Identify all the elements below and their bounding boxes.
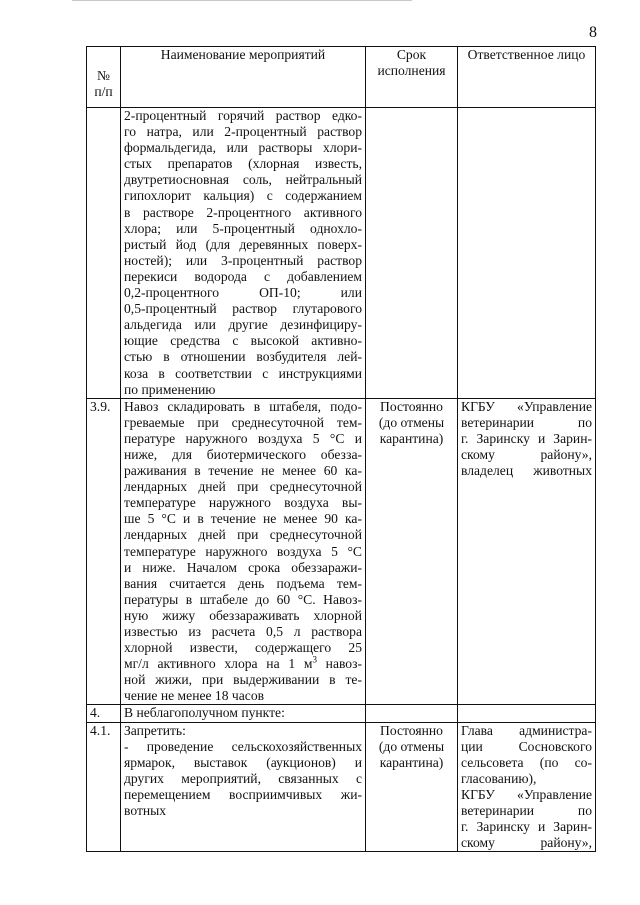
responsible-line: г. Заринску и Зарин- [461, 819, 592, 835]
measure-description [121, 705, 366, 722]
page-number: 8 [589, 24, 597, 41]
table-header-row [87, 47, 596, 108]
header-responsible: Ответственное лицо [458, 47, 596, 108]
name-line: ше 5 °С и в течение не менее 90 ка- [124, 511, 362, 527]
table-row [87, 108, 596, 399]
name-line: ностей); или 3-процентный раствор [124, 252, 362, 268]
header-name: Наименование мероприятий [121, 47, 366, 108]
name-line: альдегида или другие дезинфициру- [124, 317, 362, 333]
execution-term [366, 108, 458, 399]
responsible-person [458, 705, 596, 722]
name-line: Запретить: [124, 722, 186, 738]
name-line: хлора; или 5-процентный однохло- [124, 220, 362, 236]
name-line: температуре наружного воздуха 5 °С [124, 543, 362, 559]
name-line: хлорной извести, содержащего 25 [124, 640, 362, 656]
name-line: ющие средства с высокой активно- [124, 333, 362, 349]
name-line: ярмарок, выставок (аукционов) и [124, 754, 362, 770]
measure-description [121, 108, 366, 399]
responsible-line: Глава администра- [461, 722, 592, 738]
execution-term [366, 705, 458, 722]
header-number [87, 47, 121, 108]
responsible-line: г. Заринску и Зарин- [461, 430, 592, 446]
execution-term [366, 722, 458, 852]
responsible-line: сельсовета (по со- [461, 754, 592, 770]
name-line: чение не менее 18 часов [124, 688, 265, 704]
responsible-line: скому району», [461, 835, 592, 851]
term-line: (до отмены [378, 738, 445, 754]
name-line: 2-процентный горячий раствор едко- [124, 108, 362, 123]
name-line: стых препаратов (хлорная известь, [124, 156, 362, 172]
responsible-line: ветеринарии по [461, 414, 592, 430]
row-number [87, 108, 121, 399]
term-line: Постоянно [380, 398, 443, 414]
table-row [87, 722, 596, 852]
name-line: гипохлорит кальция) с содержанием [124, 188, 362, 204]
name-line: ниже, для биотермического обезза- [124, 446, 362, 462]
header-number-label: № п/п [94, 67, 113, 99]
name-line: ную жижу обеззараживать хлорной [124, 607, 362, 623]
responsible-person [458, 722, 596, 852]
row-number: 4. [87, 705, 121, 722]
name-line: формальдегида, или растворы хлори- [124, 140, 362, 156]
name-line: по применению [124, 381, 216, 397]
responsible-line: ветеринарии по [461, 803, 592, 819]
name-line: греваемые при среднесуточной тем- [124, 414, 362, 430]
name-line: других мероприятий, связанных с [124, 770, 362, 786]
name-line: перекиси водорода с добавлением [124, 268, 362, 284]
row-number: 4.1. [87, 722, 121, 852]
name-line: вотных [124, 803, 167, 819]
name-line: мг/л активного хлора на 1 $м^3$ навоз- [124, 654, 362, 672]
name-line: перемещением восприимчивых жи- [124, 786, 362, 802]
table-row [87, 705, 596, 722]
term-line: (до отмены [378, 414, 445, 430]
name-line: температуре наружного воздуха вы- [124, 495, 362, 511]
name-line: лендарных дней при среднесуточной [124, 527, 362, 543]
term-line: Постоянно [380, 722, 443, 738]
name-line: коза в соответствии с инструкциями [124, 365, 362, 381]
measure-description [121, 398, 366, 705]
term-line: карантина) [379, 430, 444, 446]
header-term: Срок исполнения [366, 47, 458, 108]
responsible-line: КГБУ «Управление [461, 786, 592, 802]
responsible-line: КГБУ «Управление [461, 398, 592, 414]
responsible-line: ции Сосновского [461, 738, 592, 754]
superscript-three: 3 [312, 654, 317, 665]
name-line: раживания в течение не менее 60 ка- [124, 463, 362, 479]
name-line: ной жижи, при выдерживании в те- [124, 672, 362, 688]
name-line: и ниже. Началом срока обеззаражи- [124, 559, 362, 575]
name-line: вания считается день подъема тем- [124, 575, 362, 591]
responsible-person [458, 108, 596, 399]
top-edge-line [72, 0, 412, 1]
responsible-person [458, 398, 596, 705]
measures-table [86, 46, 596, 852]
row-number: 3.9. [87, 398, 121, 705]
measure-description [121, 722, 366, 852]
name-line: ристый йод (для деревянных поверх- [124, 236, 362, 252]
term-line: карантина) [379, 754, 444, 770]
name-line: известью из расчета 0,5 л раствора [124, 624, 362, 639]
name-line: стью в отношении возбудителя лей- [124, 349, 362, 365]
name-line: в растворе 2-процентного активного [124, 204, 362, 220]
name-line: лендарных дней при среднесуточной [124, 479, 362, 495]
name-line: пературе наружного воздуха 5 °С и [124, 430, 362, 446]
name-line: двутретиосновная соль, нейтральный [124, 172, 362, 188]
name-line: пературы в штабеле до 60 °С. Навоз- [124, 591, 362, 607]
name-line: го натра, или 2-процентный раствор [124, 124, 362, 140]
name-line: Навоз складировать в штабеля, подо- [124, 398, 362, 414]
name-line: - проведение сельскохозяйственных [124, 738, 362, 754]
table-row [87, 398, 596, 705]
responsible-line: гласованию), [461, 770, 537, 786]
execution-term [366, 398, 458, 705]
name-line: 0,5-процентный раствор глутарового [124, 301, 362, 317]
name-line: 0,2-процентного ОП-10; или [124, 285, 362, 301]
responsible-line: скому району», [461, 446, 592, 462]
responsible-line: владелец животных [461, 463, 592, 479]
name-line: В неблагополучном пункте: [124, 705, 285, 721]
